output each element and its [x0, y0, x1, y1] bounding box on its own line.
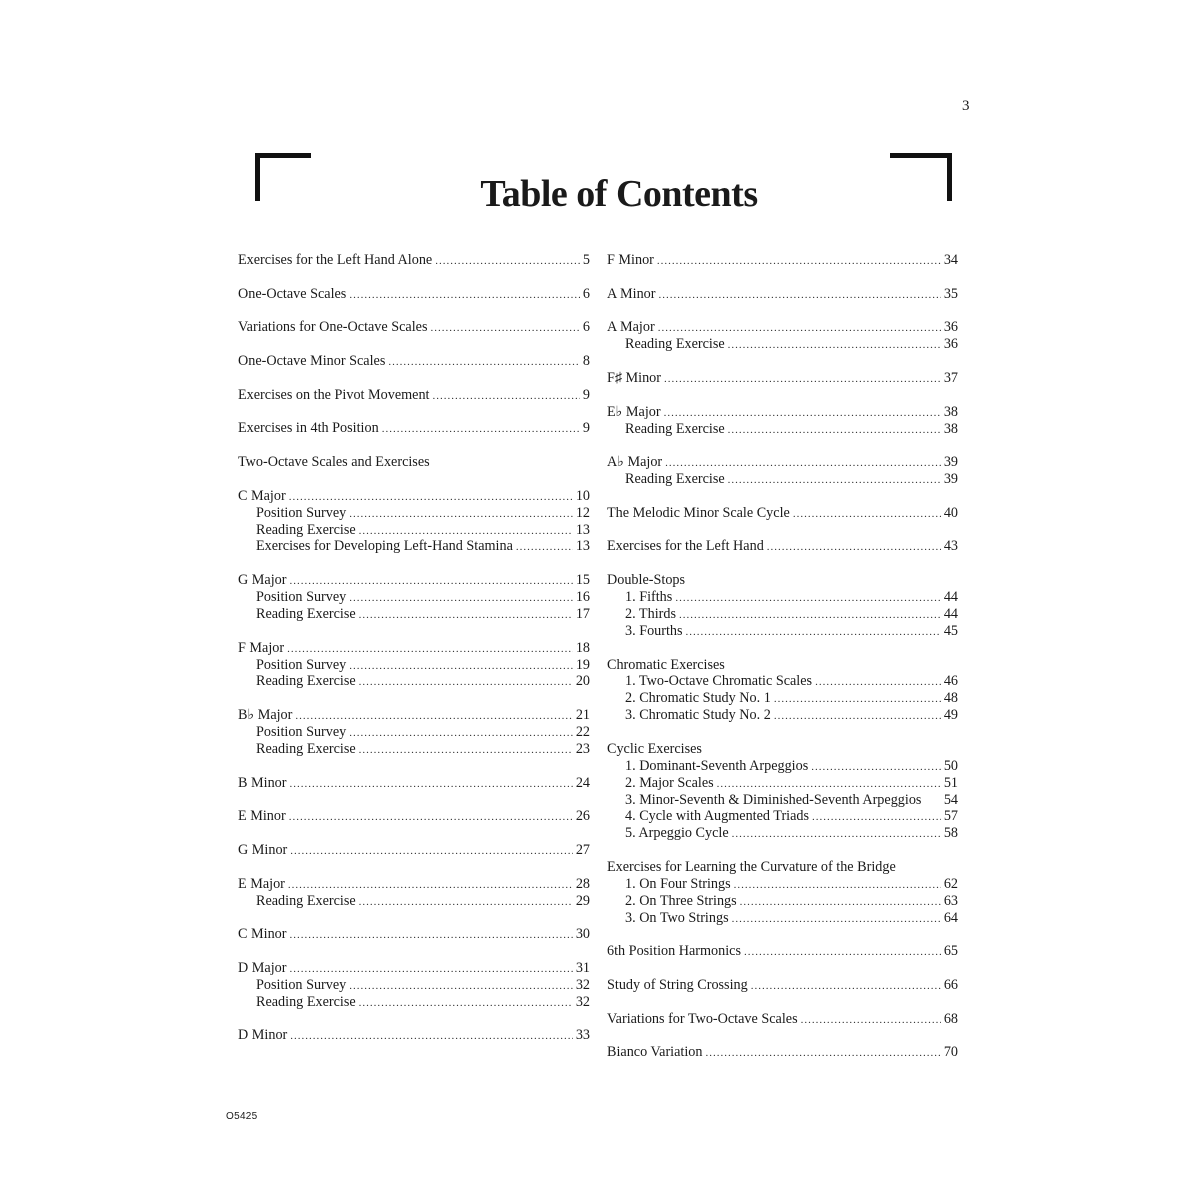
toc-entry	[238, 252, 590, 269]
toc-entry-label: F Major	[238, 639, 285, 656]
toc-group	[607, 943, 958, 960]
toc-entry	[238, 1027, 590, 1044]
toc-entry-label: 4. Cycle with Augmented Triads	[625, 808, 810, 825]
toc-entry-label: E Major	[238, 875, 285, 892]
toc-entry	[238, 842, 590, 859]
dot-leader	[295, 708, 572, 725]
toc-page-number: 44	[943, 605, 958, 622]
toc-entry-label: 3. Chromatic Study No. 2	[625, 707, 771, 724]
toc-sub-entry	[238, 893, 590, 910]
toc-page-number: 64	[943, 909, 958, 926]
toc-page-number: 31	[575, 959, 590, 976]
toc-sub-entry	[238, 505, 590, 522]
toc-entry-label: Reading Exercise	[256, 993, 356, 1010]
toc-page-number: 30	[575, 926, 590, 943]
toc-sub-entry	[607, 758, 958, 775]
toc-page-number: 40	[943, 504, 958, 521]
toc-page-number: 46	[943, 673, 958, 690]
toc-page-number: 26	[575, 808, 590, 825]
toc-page-number: 66	[943, 977, 958, 994]
dot-leader	[658, 320, 941, 337]
toc-page-number: 6	[582, 319, 590, 336]
toc-page-number: 32	[575, 993, 590, 1010]
toc-group	[238, 252, 590, 269]
dot-leader	[359, 523, 573, 540]
toc-entry	[238, 640, 590, 657]
toc-page-number: 29	[575, 892, 590, 909]
toc-page-number: 65	[943, 943, 958, 960]
toc-group	[607, 370, 958, 387]
dot-leader	[359, 607, 573, 624]
toc-page-number: 68	[943, 1010, 958, 1027]
toc-entry	[607, 370, 958, 387]
toc-entry-label: Exercises for the Left Hand Alone	[238, 252, 433, 268]
toc-page-number: 6	[582, 285, 590, 302]
dot-leader	[289, 489, 573, 506]
toc-page-number: 62	[943, 875, 958, 892]
toc-entry	[607, 404, 958, 421]
toc-page-number: 50	[943, 757, 958, 774]
dot-leader	[431, 320, 580, 337]
toc-sub-entry	[607, 876, 958, 893]
toc-entry-label: B♭ Major	[238, 707, 293, 724]
toc-entry	[607, 252, 958, 269]
toc-page-number: 13	[575, 538, 590, 555]
toc-group	[238, 572, 590, 623]
toc-group	[238, 387, 590, 404]
toc-entry-label: Position Survey	[256, 724, 347, 740]
toc-group	[607, 454, 958, 488]
toc-page-number: 10	[575, 487, 590, 504]
toc-entry-label: Reading Exercise	[256, 521, 356, 538]
toc-page-number: 20	[575, 673, 590, 690]
toc-sub-entry	[607, 775, 958, 792]
toc-page-number: 22	[575, 724, 590, 740]
toc-group	[607, 572, 958, 640]
toc-group	[238, 842, 590, 859]
dot-leader	[349, 287, 580, 304]
toc-entry	[607, 538, 958, 555]
toc-sub-entry	[607, 589, 958, 606]
toc-page-number: 54	[943, 791, 958, 808]
toc-page-number: 9	[582, 386, 590, 403]
toc-page-number: 12	[575, 504, 590, 521]
dot-leader	[289, 927, 572, 944]
toc-group	[238, 286, 590, 303]
toc-entry-label: Variations for One-Octave Scales	[238, 319, 428, 336]
toc-entry-label: F♯ Minor	[607, 369, 661, 386]
dot-leader	[793, 506, 941, 523]
toc-entry-label: A Major	[607, 319, 655, 336]
toc-page-number: 43	[943, 538, 958, 555]
toc-entry-label: One-Octave Scales	[238, 285, 347, 302]
dot-leader	[728, 422, 941, 439]
toc-entry	[238, 319, 590, 336]
toc-sub-entry	[238, 522, 590, 539]
toc-entry	[238, 387, 590, 404]
toc-group	[238, 926, 590, 943]
toc-entry-label: G Minor	[238, 841, 288, 858]
toc-entry-label: Reading Exercise	[256, 605, 356, 622]
dot-leader	[732, 911, 941, 928]
toc-section-heading	[607, 741, 958, 758]
toc-entry-label: Two-Octave Scales and Exercises	[238, 454, 430, 471]
toc-entry-label: 1. On Four Strings	[625, 875, 731, 892]
toc-entry-label: F Minor	[607, 252, 654, 268]
toc-sub-entry	[607, 471, 958, 488]
toc-entry	[607, 286, 958, 303]
toc-entry-label: Reading Exercise	[256, 740, 356, 757]
toc-entry	[607, 505, 958, 522]
toc-sub-entry	[607, 690, 958, 707]
dot-leader	[774, 691, 941, 708]
toc-page-number: 21	[575, 707, 590, 724]
dot-leader	[359, 894, 573, 911]
toc-entry	[607, 319, 958, 336]
dot-leader	[359, 742, 573, 759]
toc-entry	[238, 353, 590, 370]
dot-leader	[728, 472, 941, 489]
toc-sub-entry	[607, 707, 958, 724]
dot-leader	[289, 776, 572, 793]
toc-sub-entry	[238, 741, 590, 758]
toc-group	[607, 741, 958, 842]
toc-sub-entry	[607, 421, 958, 438]
dot-leader	[665, 455, 941, 472]
toc-left-column	[238, 252, 590, 1061]
toc-entry-label: C Minor	[238, 926, 287, 943]
toc-sub-entry	[607, 336, 958, 353]
page-title: Table of Contents	[480, 173, 758, 215]
toc-entry-label: Position Survey	[256, 504, 347, 521]
toc-group	[607, 1044, 958, 1061]
toc-sub-entry	[238, 977, 590, 994]
toc-group	[238, 1027, 590, 1044]
dot-leader	[734, 877, 941, 894]
dot-leader	[801, 1012, 941, 1029]
toc-sub-entry	[607, 910, 958, 927]
toc-page-number: 9	[582, 420, 590, 437]
toc-entry-label: Exercises on the Pivot Movement	[238, 386, 430, 403]
toc-entry-label: 5. Arpeggio Cycle	[625, 825, 729, 842]
toc-group	[607, 252, 958, 269]
toc-sub-entry	[607, 825, 958, 842]
toc-entry-label: Double-Stops	[607, 572, 686, 589]
dot-leader	[349, 590, 573, 607]
toc-entry-label: E♭ Major	[607, 403, 661, 420]
toc-sub-entry	[607, 623, 958, 640]
toc-entry	[238, 808, 590, 825]
toc-page-number: 18	[575, 639, 590, 656]
page-number: 3	[962, 98, 970, 114]
toc-sub-entry	[607, 808, 958, 825]
toc-page-number: 57	[943, 808, 958, 825]
toc-group	[238, 420, 590, 437]
toc-page-number: 48	[943, 690, 958, 707]
toc-group	[607, 859, 958, 927]
toc-group	[238, 960, 590, 1011]
toc-page-number: 5	[582, 252, 590, 268]
dot-leader	[359, 674, 573, 691]
toc-sub-entry	[607, 606, 958, 623]
toc-right-column	[607, 252, 958, 1078]
dot-leader	[349, 978, 573, 995]
dot-leader	[349, 725, 573, 742]
dot-leader	[349, 658, 573, 675]
dot-leader	[812, 809, 941, 826]
toc-page-number: 36	[943, 319, 958, 336]
toc-sub-entry	[607, 792, 958, 809]
toc-sub-entry	[607, 673, 958, 690]
dot-leader	[686, 624, 941, 641]
toc-page-number: 8	[582, 353, 590, 370]
toc-entry	[607, 943, 958, 960]
toc-section-heading	[607, 657, 958, 674]
toc-entry-label: Exercises for the Left Hand	[607, 538, 764, 555]
toc-sub-entry	[607, 893, 958, 910]
toc-sub-entry	[238, 657, 590, 674]
toc-entry-label: Chromatic Exercises	[607, 656, 725, 673]
toc-page-number: 15	[575, 572, 590, 589]
toc-entry-label: 6th Position Harmonics	[607, 943, 741, 960]
dot-leader	[288, 877, 573, 894]
toc-entry	[607, 1011, 958, 1028]
toc-group	[238, 353, 590, 370]
toc-group	[607, 538, 958, 555]
toc-page-number: 13	[575, 521, 590, 538]
dot-leader	[717, 776, 941, 793]
toc-page-number: 33	[575, 1027, 590, 1044]
dot-leader	[289, 809, 573, 826]
toc-page-number: 27	[575, 841, 590, 858]
dot-leader	[657, 253, 941, 270]
toc-entry	[238, 876, 590, 893]
toc-entry-label: E Minor	[238, 808, 286, 825]
toc-page-number: 37	[943, 369, 958, 386]
toc-section-heading	[238, 454, 590, 471]
toc-entry-label: Reading Exercise	[625, 336, 725, 353]
toc-entry-label: Position Survey	[256, 976, 347, 993]
toc-group	[607, 505, 958, 522]
dot-leader	[767, 539, 941, 556]
dot-leader	[664, 405, 941, 422]
toc-page-number: 63	[943, 892, 958, 909]
dot-leader	[349, 506, 573, 523]
toc-entry-label: Exercises for Developing Left-Hand Stamina	[256, 538, 513, 555]
toc-entry	[238, 488, 590, 505]
toc-group	[238, 319, 590, 336]
dot-leader	[388, 354, 580, 371]
toc-page-number: 16	[575, 589, 590, 606]
toc-page-number: 58	[943, 825, 958, 842]
toc-entry-label: Bianco Variation	[607, 1044, 703, 1061]
toc-sub-entry	[238, 538, 590, 555]
toc-entry	[238, 775, 590, 792]
toc-entry	[607, 977, 958, 994]
toc-entry-label: Reading Exercise	[256, 673, 356, 690]
catalog-code: O5425	[226, 1111, 258, 1122]
toc-group	[607, 657, 958, 725]
toc-page-number: 23	[575, 740, 590, 757]
toc-page-number: 39	[943, 454, 958, 471]
toc-entry-label: D Minor	[238, 1027, 288, 1044]
dot-leader	[774, 708, 941, 725]
toc-page-number: 49	[943, 707, 958, 724]
toc-entry-label: Exercises for Learning the Curvature of the Bridge	[607, 859, 896, 876]
toc-page-number: 35	[943, 285, 958, 302]
dot-leader	[658, 287, 940, 304]
dot-leader	[732, 826, 941, 843]
toc-entry-label: 1. Dominant-Seventh Arpeggios	[625, 757, 809, 774]
toc-group	[607, 319, 958, 353]
toc-group	[607, 404, 958, 438]
toc-section-heading	[607, 859, 958, 876]
dot-leader	[740, 894, 941, 911]
toc-entry	[607, 1044, 958, 1061]
dot-leader	[289, 961, 572, 978]
toc-group	[238, 707, 590, 758]
toc-entry-label: A Minor	[607, 285, 656, 302]
dot-leader	[679, 607, 941, 624]
toc-entry-label: Study of String Crossing	[607, 977, 748, 994]
toc-entry-label: 2. On Three Strings	[625, 892, 737, 909]
dot-leader	[705, 1045, 940, 1062]
toc-group	[607, 286, 958, 303]
toc-sub-entry	[238, 994, 590, 1011]
toc-entry-label: 3. Fourths	[625, 622, 683, 639]
toc-entry-label: Exercises in 4th Position	[238, 420, 379, 437]
toc-group	[607, 1011, 958, 1028]
toc-page-number: 38	[943, 403, 958, 420]
toc-group	[238, 454, 590, 471]
toc-entry-label: 3. Minor-Seventh & Diminished-Seventh Arpeggios	[625, 791, 922, 808]
toc-entry-label: 2. Thirds	[625, 605, 676, 622]
toc-entry-label: 1. Two-Octave Chromatic Scales	[625, 673, 813, 690]
toc-entry	[238, 420, 590, 437]
toc-page-number: 32	[575, 976, 590, 993]
dot-leader	[433, 388, 580, 405]
toc-entry-label: Reading Exercise	[256, 892, 356, 909]
toc-page-number: 39	[943, 471, 958, 488]
toc-sub-entry	[238, 589, 590, 606]
toc-entry-label: 1. Fifths	[625, 589, 673, 606]
dot-leader	[744, 944, 941, 961]
dot-leader	[290, 843, 573, 860]
toc-group	[607, 977, 958, 994]
toc-entry-label: 2. Major Scales	[625, 774, 714, 791]
dot-leader	[516, 539, 573, 556]
toc-page-number: 44	[943, 589, 958, 606]
toc-page-number: 28	[575, 875, 590, 892]
toc-sub-entry	[238, 673, 590, 690]
toc-entry	[238, 707, 590, 724]
toc-page-number: 36	[943, 336, 958, 353]
toc-page-number: 34	[943, 252, 958, 268]
toc-entry-label: 2. Chromatic Study No. 1	[625, 690, 771, 707]
toc-entry-label: Variations for Two-Octave Scales	[607, 1010, 798, 1027]
toc-group	[238, 808, 590, 825]
toc-group	[238, 775, 590, 792]
dot-leader	[815, 674, 941, 691]
toc-page-number: 19	[575, 656, 590, 673]
toc-entry-label: Reading Exercise	[625, 420, 725, 437]
toc-entry-label: Position Survey	[256, 589, 347, 606]
toc-entry-label: D Major	[238, 959, 287, 976]
toc-entry-label: A♭ Major	[607, 454, 663, 471]
toc-entry-label: One-Octave Minor Scales	[238, 353, 386, 370]
toc-page-number: 38	[943, 420, 958, 437]
toc-entry-label: G Major	[238, 572, 287, 589]
toc-page-number: 51	[943, 774, 958, 791]
toc-group	[238, 640, 590, 691]
toc-section-heading	[607, 572, 958, 589]
toc-entry-label: Cyclic Exercises	[607, 740, 702, 757]
dot-leader	[289, 573, 572, 590]
toc-entry	[238, 960, 590, 977]
toc-page-number: 70	[943, 1044, 958, 1061]
dot-leader	[359, 995, 573, 1012]
dot-leader	[664, 371, 941, 388]
toc-sub-entry	[238, 724, 590, 741]
toc-entry-label: 3. On Two Strings	[625, 909, 729, 926]
toc-entry-label: Reading Exercise	[625, 471, 725, 488]
toc-entry	[238, 572, 590, 589]
toc-group	[238, 488, 590, 556]
toc-page-number: 45	[943, 622, 958, 639]
toc-entry-label: C Major	[238, 487, 286, 504]
dot-leader	[675, 590, 941, 607]
toc-entry	[607, 454, 958, 471]
dot-leader	[751, 978, 941, 995]
toc-entry	[238, 926, 590, 943]
dot-leader	[435, 253, 580, 270]
dot-leader	[287, 641, 573, 658]
toc-entry	[238, 286, 590, 303]
toc-entry-label: The Melodic Minor Scale Cycle	[607, 504, 790, 521]
dot-leader	[811, 759, 941, 776]
toc-entry-label: B Minor	[238, 774, 287, 791]
toc-entry-label: Position Survey	[256, 656, 347, 673]
dot-leader	[290, 1028, 573, 1045]
toc-page-number: 17	[575, 605, 590, 622]
toc-group	[238, 876, 590, 910]
toc-sub-entry	[238, 606, 590, 623]
toc-page-number: 24	[575, 774, 590, 791]
dot-leader	[728, 337, 941, 354]
dot-leader	[382, 421, 580, 438]
